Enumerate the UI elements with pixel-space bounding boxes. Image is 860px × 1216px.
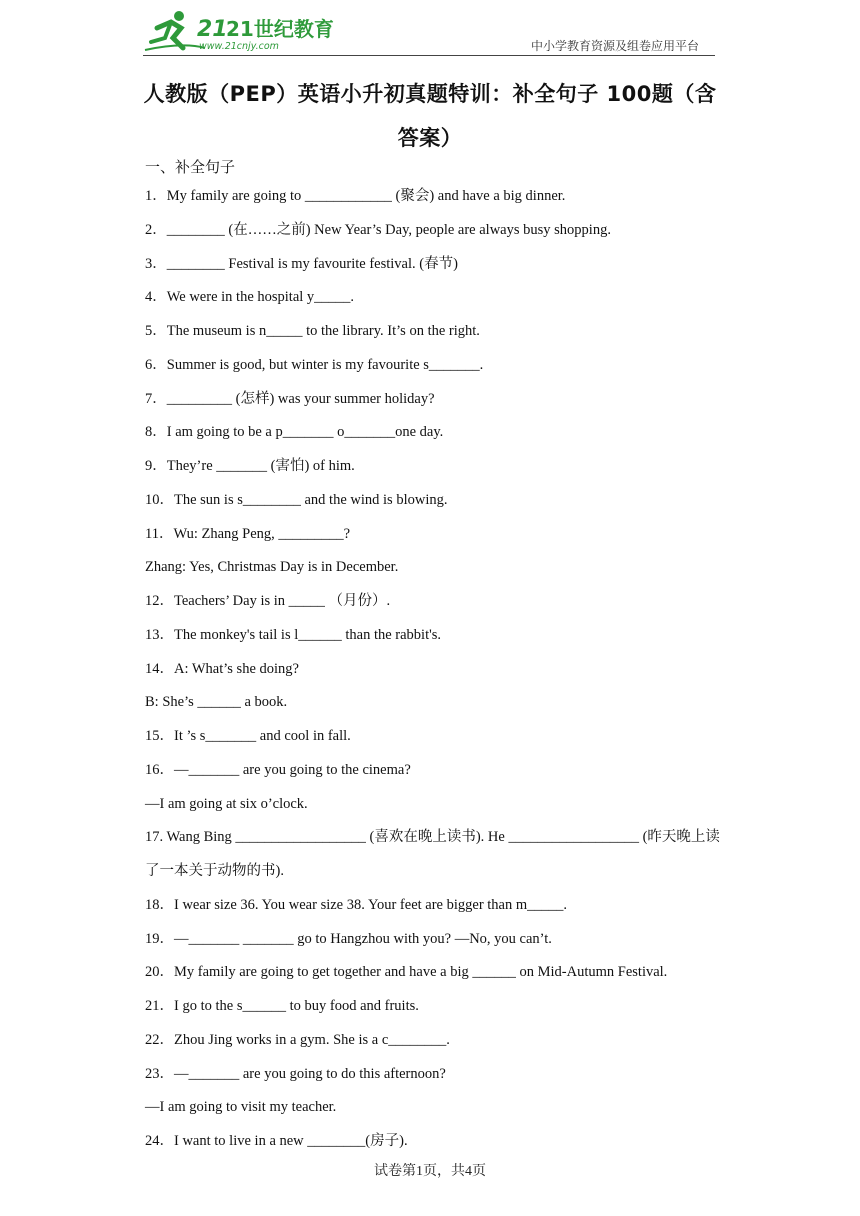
question-line: 22．Zhou Jing works in a gym. She is a c________. [145,1031,450,1048]
answer-line: Zhang: Yes, Christmas Day is in December. [145,559,399,576]
question-line: 21．I go to the s______ to buy food and fruits. [145,998,419,1014]
page-header [143,8,715,56]
question-line: 9．They’re _______ (害怕) of him. [145,458,355,474]
question-line: 23．—_______ are you going to do this afternoon? [145,1065,446,1082]
question-line: 10．The sun is s________ and the wind is blowing. [145,491,448,508]
question-line: 8．I am going to be a p_______ o_______one day. [145,424,444,441]
platform-label: 中小学教育资源及组卷应用平台 [530,39,699,53]
question-line: 11．Wu: Zhang Peng, _________? [145,525,351,542]
question-line: 20．My family are going to get together and have a big ______ on Mid-Autumn Festival. [145,964,668,981]
question-line: 19．—_______ _______ go to Hangzhou with you? —No, you can’t. [145,930,552,947]
question-line: 14．A: What’s she doing? [145,660,299,677]
question-line: 4．We were in the hospital y_____. [145,289,355,306]
question-line: 5．The museum is n_____ to the library. It’s on the right. [145,323,480,339]
svg-text:www.21cnjy.com: www.21cnjy.com [199,41,279,52]
question-line: 7．_________ (怎样) was your summer holiday? [145,390,435,407]
question-line: 3．________ Festival is my favourite festival. (春节) [145,255,458,272]
question-line: 16．—_______ are you going to the cinema? [145,761,411,778]
answer-line: —I am going at six o’clock. [145,795,308,812]
question-line: 2．________ (在……之前) New Year’s Day, people are always busy shopping. [145,221,611,238]
header-divider [143,55,715,56]
question-line: 6．Summer is good, but winter is my favourite s_______. [145,356,484,373]
question-line: 17. Wang Bing __________________ (喜欢在晚上读书). He __________________ (昨天晚上读了一本关于动物的书). [145,829,720,879]
question-line: 12．Teachers’ Day is in _____ （月份）. [145,593,391,609]
svg-text:21: 21 [197,17,228,42]
logo [143,8,334,54]
svg-text:21世纪教育: 21世纪教育 [226,17,334,41]
document-title: 人教版（PEP）英语小升初真题特训：补全句子 100题（含答案） [143,82,717,150]
page-footer: 试卷第1页，共4页 [374,1164,486,1179]
question-line: 18．I wear size 36. You wear size 38. Your feet are bigger than m_____. [145,896,568,913]
question-line: 24．I want to live in a new ________(房子). [145,1133,408,1149]
logo-runner-icon [143,8,334,54]
section-heading: 一、补全句子 [145,158,236,176]
question-line: 13．The monkey's tail is l______ than the rabbit's. [145,626,441,643]
question-line: 1．My family are going to ____________ (聚会) and have a big dinner. [145,188,566,204]
question-list [145,180,720,1159]
answer-line: B: She’s ______ a book. [145,694,288,711]
answer-line: —I am going to visit my teacher. [145,1099,337,1116]
question-line: 15．It ’s s_______ and cool in fall. [145,728,351,744]
